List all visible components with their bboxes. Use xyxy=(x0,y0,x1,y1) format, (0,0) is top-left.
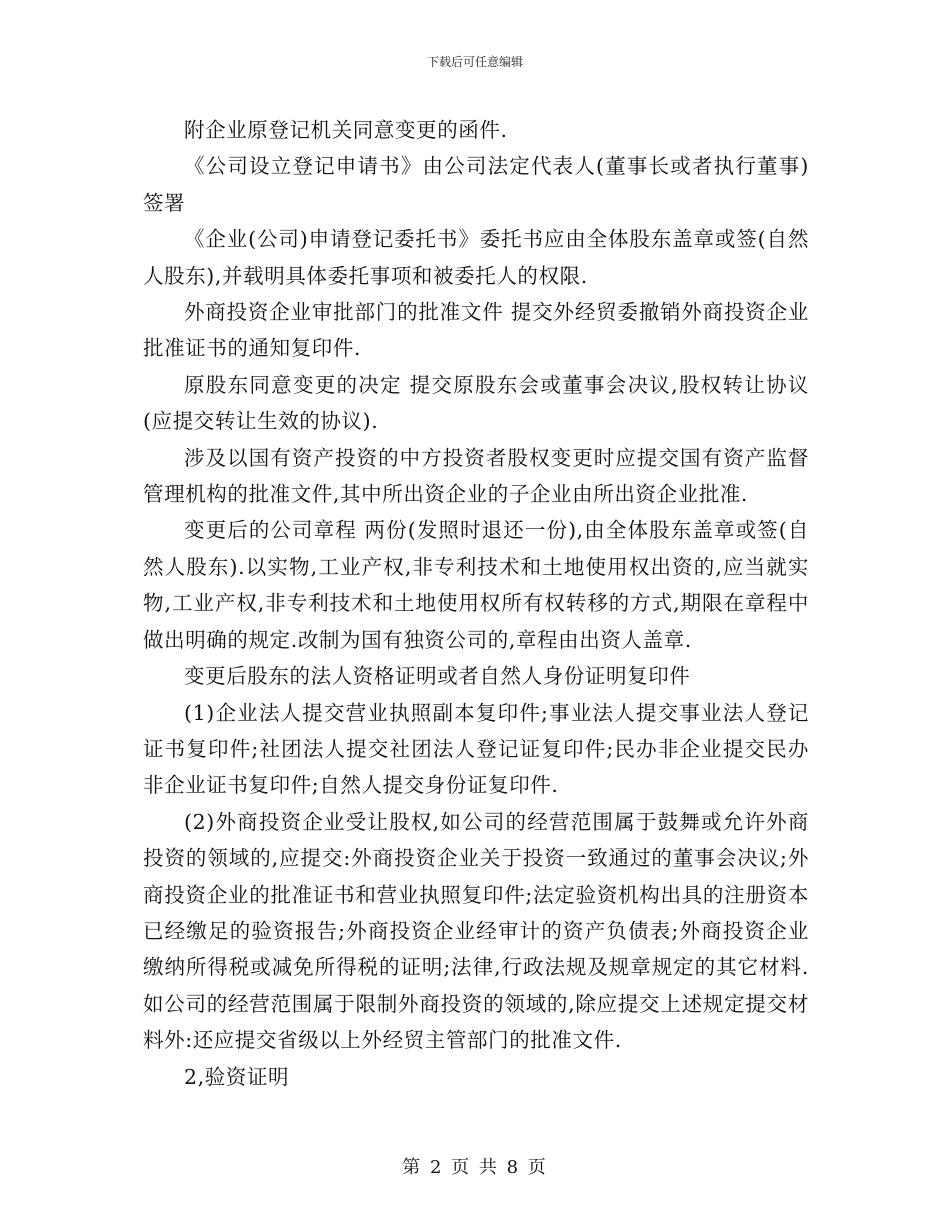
page-number: 第 2 页 共 8 页 xyxy=(402,1157,548,1178)
document-body xyxy=(143,112,809,1095)
paragraph: 《公司设立登记申请书》由公司法定代表人(董事长或者执行董事)签署 xyxy=(143,154,809,215)
paragraph: 变更后的公司章程 两份(发照时退还一份),由全体股东盖章或签(自然人股东).以实物,工业产权,非专利技术和土地使用权出资的,应当就实物,工业产权,非专利技术和土地使用权所有权转移的方式,期限在章程中做出明确的规定.改制为国有独资公司的,章程由出资人盖章. xyxy=(143,518,809,652)
paragraph: (1)企业法人提交营业执照副本复印件;事业法人提交事业法人登记证书复印件;社团法人提交社团法人登记证复印件;民办非企业提交民办非企业证书复印件;自然人提交身份证复印件. xyxy=(143,700,809,798)
paragraph: 变更后股东的法人资格证明或者自然人身份证明复印件 xyxy=(184,664,691,689)
paragraph: (2)外商投资企业受让股权,如公司的经营范围属于鼓舞或允许外商投资的领域的,应提交:外商投资企业关于投资一致通过的董事会决议;外商投资企业的批准证书和营业执照复印件;法定验资机构出具的注册资本已经缴足的验资报告;外商投资企业经审计的资产负债表;外商投资企业缴纳所得税或减免所得税的证明;法律,行政法规及规章规定的其它材料.如公司的经营范围属于限制外商投资的领域的,除应提交上述规定提交材料外:还应提交省级以上外经贸主管部门的批准文件. xyxy=(143,809,809,1053)
paragraph: 2,验资证明 xyxy=(184,1064,290,1089)
page-header: 下载后可任意编辑 xyxy=(426,55,523,69)
paragraph: 外商投资企业审批部门的批准文件 提交外经贸委撤销外商投资企业批准证书的通知复印件. xyxy=(143,300,809,361)
paragraph: 原股东同意变更的决定 提交原股东会或董事会决议,股权转让协议(应提交转让生效的协议). xyxy=(143,372,809,434)
paragraph: 涉及以国有资产投资的中方投资者股权变更时应提交国有资产监督管理机构的批准文件,其中所出资企业的子企业由所出资企业批准. xyxy=(143,445,809,507)
paragraph: 《企业(公司)申请登记委托书》委托书应由全体股东盖章或签(自然人股东),并载明具体委托事项和被委托人的权限. xyxy=(143,227,809,288)
paragraph: 附企业原登记机关同意变更的函件. xyxy=(184,118,508,142)
